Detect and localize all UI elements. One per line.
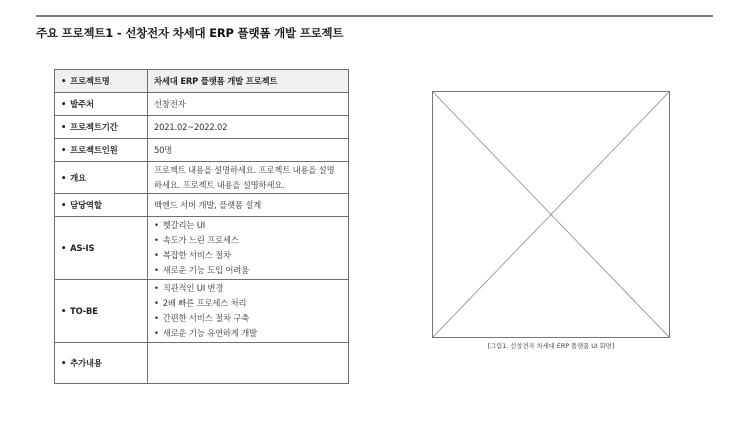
table-row-to-be	[55, 280, 349, 343]
bullet-icon	[61, 200, 70, 210]
bullet-icon	[61, 358, 70, 368]
table-row-headcount	[55, 139, 349, 162]
table-row-project-name	[55, 70, 349, 93]
row-label	[55, 139, 148, 162]
bullet-icon	[61, 173, 70, 183]
row-value: 50명	[148, 139, 349, 162]
bullet-icon	[61, 145, 70, 155]
list-item: • 2배 빠른 프로세스 처리	[154, 296, 342, 311]
row-value: 차세대 ERP 플랫폼 개발 프로젝트	[148, 70, 349, 93]
table-row-overview	[55, 162, 349, 194]
label-text: 발주처	[70, 99, 94, 109]
list-item: • 새로운 기능 도입 어려움	[154, 263, 342, 278]
row-value: 백엔드 서버 개발, 플랫폼 설계	[148, 194, 349, 217]
page-title: 주요 프로젝트1 - 선창전자 차세대 ERP 플랫폼 개발 프로젝트	[36, 26, 344, 40]
label-text: 담당역할	[70, 200, 102, 210]
list-item: • 속도가 느린 프로세스	[154, 233, 342, 248]
bullet-icon	[61, 243, 70, 253]
row-value	[148, 280, 349, 343]
to-be-list	[154, 281, 342, 341]
label-text: 추가내용	[70, 358, 102, 368]
table-row-client	[55, 93, 349, 116]
overview-line-2: 하세요. 프로젝트 내용을 설명하세요.	[154, 179, 285, 190]
table-row-period	[55, 116, 349, 139]
row-label	[55, 194, 148, 217]
row-value	[148, 343, 349, 384]
label-text: AS-IS	[70, 243, 95, 253]
as-is-list	[154, 218, 342, 278]
row-label	[55, 93, 148, 116]
label-text: 프로젝트기간	[70, 122, 118, 132]
bullet-icon	[61, 76, 70, 86]
row-label	[55, 217, 148, 280]
overview-line-1: 프로젝트 내용을 설명하세요. 프로젝트 내용을 설명	[154, 164, 335, 175]
bullet-icon	[61, 306, 70, 316]
row-label	[55, 116, 148, 139]
list-item: • 헷갈리는 UI	[154, 218, 342, 233]
image-placeholder	[432, 91, 670, 338]
row-label	[55, 280, 148, 343]
row-label	[55, 162, 148, 194]
table-row-role	[55, 194, 349, 217]
row-label	[55, 343, 148, 384]
bullet-icon	[61, 99, 70, 109]
row-value: 선창전자	[148, 93, 349, 116]
label-text: 프로젝트명	[70, 76, 110, 86]
bullet-icon	[61, 122, 70, 132]
placeholder-cross-icon	[433, 92, 669, 337]
top-divider	[36, 15, 713, 17]
row-value: 2021.02~2022.02	[148, 116, 349, 139]
row-label	[55, 70, 148, 93]
list-item: • 복잡한 서비스 절차	[154, 248, 342, 263]
table-row-additional	[55, 343, 349, 384]
list-item: • 새로운 기능 유연하게 개발	[154, 326, 342, 341]
label-text: 프로젝트인원	[70, 145, 118, 155]
table-row-as-is	[55, 217, 349, 280]
figure-caption: [그림1. 선창전자 차세대 ERP 플랫폼 UI 화면]	[487, 343, 615, 350]
list-item: • 직관적인 UI 변경	[154, 281, 342, 296]
project-info-table	[54, 69, 349, 384]
list-item: • 간편한 서비스 절차 구축	[154, 311, 342, 326]
row-value	[148, 217, 349, 280]
label-text: 개요	[70, 172, 86, 183]
row-value	[148, 162, 349, 194]
label-text: TO-BE	[70, 306, 98, 316]
